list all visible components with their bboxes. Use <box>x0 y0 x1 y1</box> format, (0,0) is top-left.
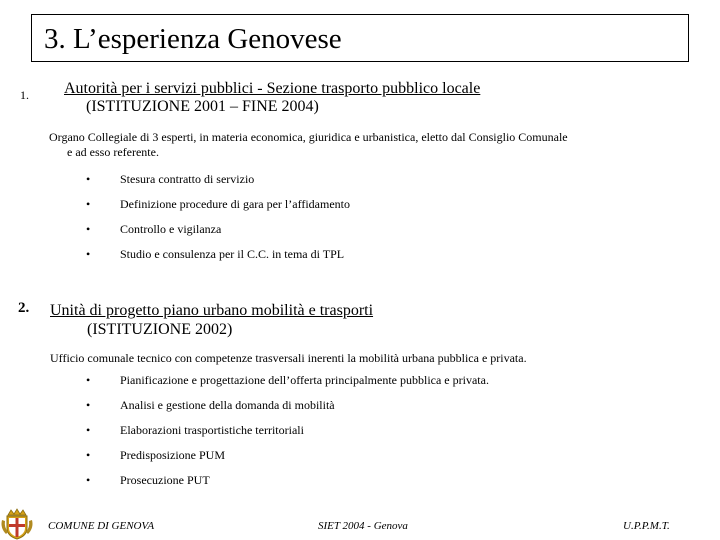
bullet-icon: • <box>86 473 91 487</box>
section-1-number: 1. <box>20 88 29 102</box>
list-item <box>86 443 489 468</box>
section-1-heading-line2: (ISTITUZIONE 2001 – FINE 2004) <box>86 98 319 115</box>
section-2-heading <box>50 301 373 339</box>
section-1-bullet-list <box>86 167 350 267</box>
list-item <box>86 468 489 493</box>
bullet-text: Prosecuzione PUT <box>120 473 210 487</box>
section-2-description: Ufficio comunale tecnico con competenze trasversali inerenti la mobilità urbana pubblica e privata. <box>50 351 527 365</box>
list-item <box>86 418 489 443</box>
list-item <box>86 167 350 192</box>
section-1-desc-line2: e ad esso referente. <box>67 145 159 159</box>
section-1-desc-line1: Organo Collegiale di 3 esperti, in materia economica, giuridica e urbanistica, eletto dal Consiglio Comunale <box>49 130 568 144</box>
bullet-text: Studio e consulenza per il C.C. in tema di TPL <box>120 247 345 261</box>
genova-crest-icon <box>0 508 34 540</box>
bullet-text: Definizione procedure di gara per l’affidamento <box>120 197 351 211</box>
bullet-icon: • <box>86 448 91 462</box>
title-box <box>31 14 689 62</box>
footer-left: COMUNE DI GENOVA <box>48 520 155 532</box>
bullet-icon: • <box>86 172 91 186</box>
bullet-icon: • <box>86 373 91 387</box>
bullet-icon: • <box>86 197 91 211</box>
bullet-icon: • <box>86 423 91 437</box>
bullet-text: Elaborazioni trasportistiche territoriali <box>120 423 304 437</box>
bullet-icon: • <box>86 222 91 236</box>
bullet-text: Pianificazione e progettazione dell’offerta principalmente pubblica e privata. <box>120 373 489 387</box>
section-2-heading-line1: Unità di progetto piano urbano mobilità e trasporti <box>50 302 374 319</box>
page-title: 3. L’esperienza Genovese <box>44 23 342 55</box>
list-item <box>86 242 350 267</box>
bullet-text: Stesura contratto di servizio <box>120 172 255 186</box>
bullet-text: Controllo e vigilanza <box>120 222 222 236</box>
footer-right: U.P.P.M.T. <box>623 520 670 532</box>
list-item <box>86 192 350 217</box>
section-1-heading-line1: Autorità per i servizi pubblici - Sezione trasporto pubblico locale <box>64 80 481 97</box>
bullet-icon: • <box>86 398 91 412</box>
bullet-text: Predisposizione PUM <box>120 448 225 462</box>
section-2-number: 2. <box>18 300 30 316</box>
list-item <box>86 368 489 393</box>
footer-center: SIET 2004 - Genova <box>318 520 408 532</box>
bullet-icon: • <box>86 247 91 261</box>
section-2-bullet-list <box>86 368 489 493</box>
section-1-description <box>49 130 568 160</box>
list-item <box>86 393 489 418</box>
section-2-heading-line2: (ISTITUZIONE 2002) <box>87 321 233 338</box>
list-item <box>86 217 350 242</box>
bullet-text: Analisi e gestione della domanda di mobilità <box>120 398 335 412</box>
section-1-heading <box>64 80 480 116</box>
